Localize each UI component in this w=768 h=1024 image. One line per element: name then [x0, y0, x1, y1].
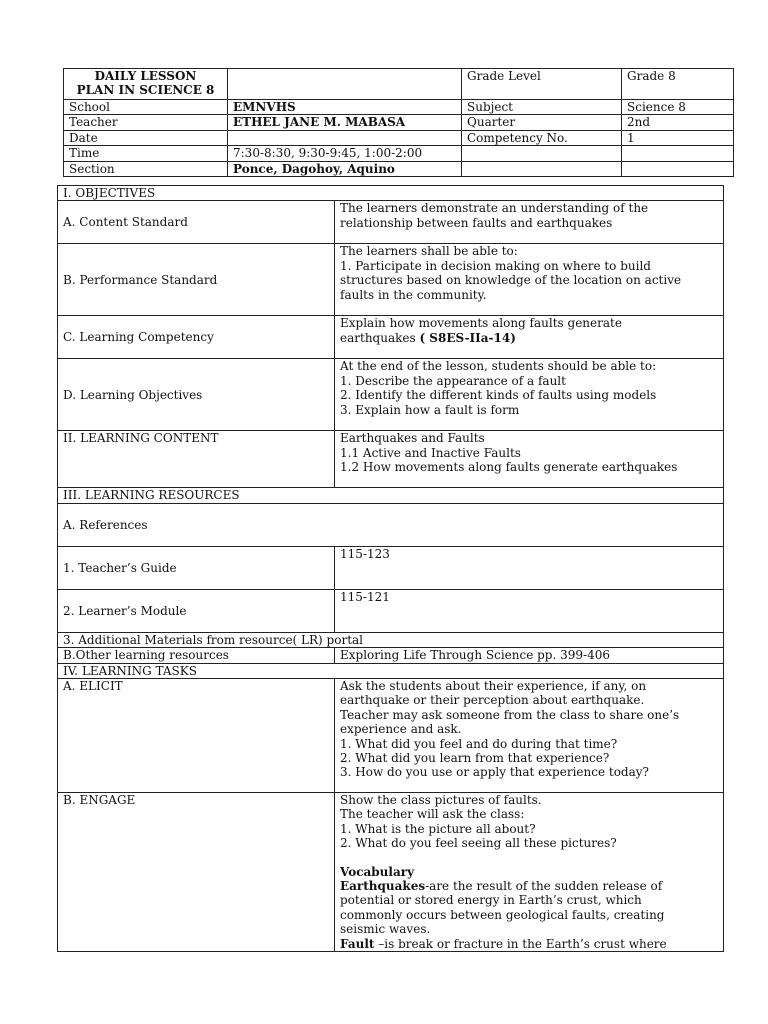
- learning-resources-heading: III. LEARNING RESOURCES: [58, 488, 724, 503]
- teachers-guide-pages: 115-123: [335, 546, 724, 589]
- text-line: structures based on knowledge of the location on active: [340, 273, 682, 288]
- fault-definition: [340, 937, 718, 951]
- empty-cell: [622, 161, 734, 176]
- references-label: A. References: [58, 503, 724, 546]
- text-line: seismic waves.: [340, 922, 431, 937]
- vocabulary-heading: Vocabulary: [340, 864, 415, 879]
- additional-materials-label: 3. Additional Materials from resource( LR) portal: [58, 632, 724, 647]
- title-line-2: PLAN IN SCIENCE 8: [76, 83, 215, 98]
- learning-content-heading: II. LEARNING CONTENT: [58, 431, 335, 488]
- content-standard-label: A. Content Standard: [58, 201, 335, 244]
- competency-code: ( S8ES-IIa-14): [419, 330, 516, 345]
- learning-objectives-text: [335, 359, 724, 431]
- title-spacer-cell: [228, 69, 462, 100]
- engage-text: [335, 793, 724, 952]
- elicit-label: A. ELICIT: [58, 679, 335, 793]
- text-line: Show the class pictures of faults.: [340, 793, 542, 808]
- text-line: The learners demonstrate an understanding of the: [340, 201, 649, 216]
- learning-competency-text: [335, 316, 724, 359]
- grade-level-label: Grade Level: [462, 69, 622, 100]
- elicit-text: [335, 679, 724, 793]
- text-line: Earthquakes and Faults: [340, 431, 485, 446]
- text-line: Explain how movements along faults generate: [340, 316, 622, 331]
- date-label: Date: [64, 130, 228, 145]
- performance-standard-text: [335, 244, 724, 316]
- school-label: School: [64, 100, 228, 115]
- subject-value: Science 8: [622, 100, 734, 115]
- fault-term: Fault: [340, 936, 375, 951]
- text-line: 2. Identify the different kinds of faults using models: [340, 388, 657, 403]
- earthquakes-def-text: -are the result of the sudden release of: [425, 879, 663, 894]
- teachers-guide-label: 1. Teacher’s Guide: [58, 546, 335, 589]
- text-line: 1.2 How movements along faults generate earthquakes: [340, 460, 678, 475]
- engage-label: B. ENGAGE: [58, 793, 335, 952]
- learners-module-label: 2. Learner’s Module: [58, 589, 335, 632]
- other-resources-value: Exploring Life Through Science pp. 399-406: [335, 648, 724, 663]
- text-line: 3. How do you use or apply that experience today?: [340, 765, 649, 780]
- text-line: 1. What is the picture all about?: [340, 821, 536, 836]
- text-line: [340, 331, 718, 345]
- other-resources-label: B.Other learning resources: [58, 648, 335, 663]
- learners-module-pages: 115-121: [335, 589, 724, 632]
- fault-def-text: –is break or fracture in the Earth’s crust where: [374, 936, 667, 951]
- learning-competency-label: C. Learning Competency: [58, 316, 335, 359]
- text-line: 1.1 Active and Inactive Faults: [340, 445, 521, 460]
- title-line-1: DAILY LESSON: [94, 69, 197, 83]
- time-label: Time: [64, 146, 228, 161]
- objectives-heading: I. OBJECTIVES: [58, 186, 724, 201]
- competency-label: Competency No.: [462, 130, 622, 145]
- date-value: [228, 130, 462, 145]
- teacher-label: Teacher: [64, 115, 228, 130]
- lesson-plan-table: [57, 185, 724, 952]
- text-line: At the end of the lesson, students should be able to:: [340, 359, 657, 374]
- text-line: potential or stored energy in Earth’s crust, which: [340, 893, 642, 908]
- subject-label: Subject: [462, 100, 622, 115]
- quarter-value: 2nd: [622, 115, 734, 130]
- text-line: 1. Describe the appearance of a fault: [340, 373, 566, 388]
- text-line: 3. Explain how a fault is form: [340, 402, 520, 417]
- competency-text: earthquakes: [340, 330, 420, 345]
- performance-standard-label: B. Performance Standard: [58, 244, 335, 316]
- learning-tasks-heading: IV. LEARNING TASKS: [58, 663, 724, 678]
- learning-objectives-label: D. Learning Objectives: [58, 359, 335, 431]
- empty-cell: [622, 146, 734, 161]
- learning-content-text: [335, 431, 724, 488]
- time-value: 7:30-8:30, 9:30-9:45, 1:00-2:00: [228, 146, 462, 161]
- text-line: earthquake or their perception about earthquake.: [340, 693, 645, 708]
- text-line: The learners shall be able to:: [340, 244, 518, 259]
- document-title: [64, 69, 228, 100]
- school-value: EMNVHS: [228, 100, 462, 115]
- text-line: relationship between faults and earthquakes: [340, 215, 613, 230]
- section-value: Ponce, Dagohoy, Aquino: [228, 161, 462, 176]
- text-line: 2. What do you feel seeing all these pictures?: [340, 836, 617, 851]
- grade-level-value: Grade 8: [622, 69, 734, 100]
- text-line: Ask the students about their experience, if any, on: [340, 679, 647, 694]
- teacher-value: ETHEL JANE M. MABASA: [228, 115, 462, 130]
- earthquakes-definition: [340, 879, 718, 893]
- blank-line: [340, 851, 718, 865]
- text-line: Teacher may ask someone from the class to share one’s: [340, 707, 680, 722]
- section-label: Section: [64, 161, 228, 176]
- text-line: 2. What did you learn from that experience?: [340, 751, 610, 766]
- text-line: commonly occurs between geological faults, creating: [340, 907, 665, 922]
- quarter-label: Quarter: [462, 115, 622, 130]
- text-line: 1. Participate in decision making on where to build: [340, 258, 651, 273]
- empty-cell: [462, 161, 622, 176]
- empty-cell: [462, 146, 622, 161]
- text-line: The teacher will ask the class:: [340, 807, 525, 822]
- competency-value: 1: [622, 130, 734, 145]
- lesson-header-table: [63, 68, 734, 177]
- text-line: 1. What did you feel and do during that time?: [340, 736, 618, 751]
- text-line: faults in the community.: [340, 287, 487, 302]
- earthquakes-term: Earthquakes: [340, 879, 426, 894]
- content-standard-text: [335, 201, 724, 244]
- text-line: experience and ask.: [340, 722, 462, 737]
